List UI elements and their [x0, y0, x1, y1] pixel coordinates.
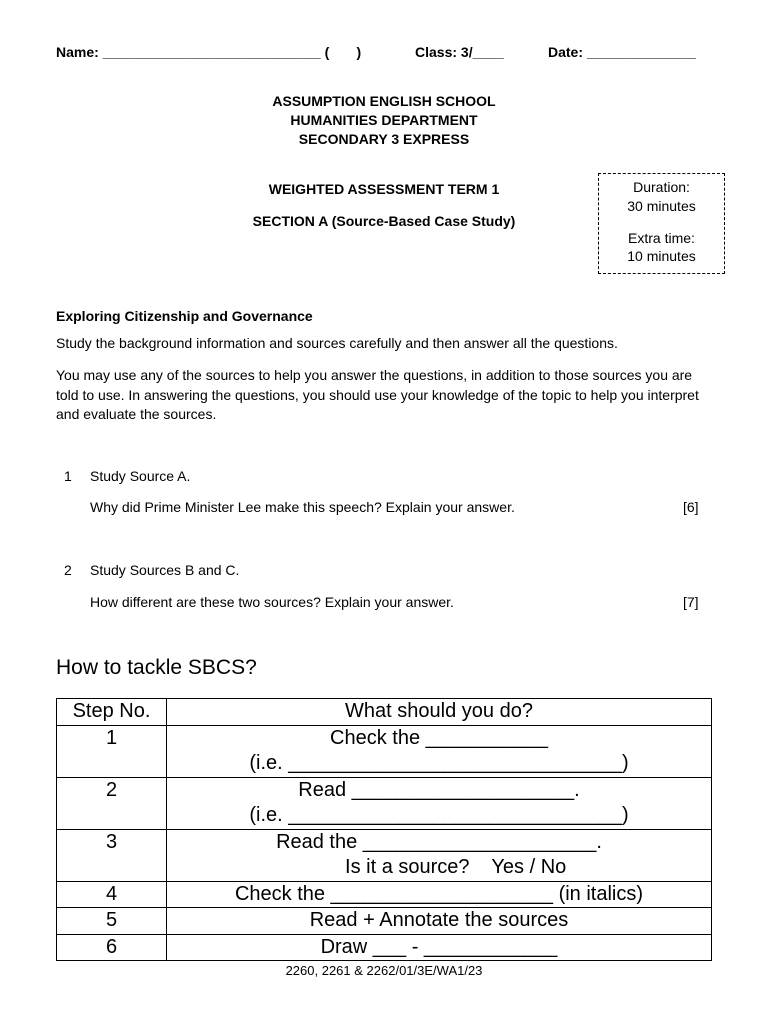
class-field[interactable]: Class: 3/____ — [415, 44, 504, 60]
step-number: 2 — [57, 777, 167, 829]
question-text: How different are these two sources? Explain your answer. — [90, 594, 454, 610]
table-header-row — [57, 699, 712, 726]
date-field[interactable]: Date: ______________ — [548, 44, 696, 60]
department-name: HUMANITIES DEPARTMENT — [290, 112, 478, 128]
step-number: 1 — [57, 725, 167, 777]
column-header-step: Step No. — [57, 699, 167, 726]
assessment-title: WEIGHTED ASSESSMENT TERM 1 — [268, 181, 500, 197]
section-title: SECTION A (Source-Based Case Study) — [252, 213, 516, 229]
step-line: Read ____________________. — [298, 778, 580, 801]
extra-time-value: 10 minutes — [627, 248, 696, 264]
question-number: 2 — [64, 562, 72, 578]
level-name: SECONDARY 3 EXPRESS — [298, 131, 470, 147]
step-line: (i.e. ______________________________) — [249, 752, 629, 774]
duration-value: 30 minutes — [627, 198, 696, 214]
step-number: 6 — [57, 934, 167, 961]
paper-code-footer: 2260, 2261 & 2262/01/3E/WA1/23 — [285, 963, 483, 978]
question-marks: [6] — [683, 499, 699, 515]
question-number: 1 — [64, 468, 72, 484]
step-instruction — [167, 725, 712, 777]
step-number: 4 — [57, 881, 167, 908]
instruction-paragraph: Study the background information and sources carefully and then answer all the questions. — [56, 335, 618, 351]
step-instruction — [167, 829, 712, 881]
step-instruction: Read + Annotate the sources — [167, 908, 712, 935]
step-line: Is it a source? Yes / No — [311, 856, 567, 878]
step-instruction — [167, 777, 712, 829]
sbcs-steps-table — [56, 698, 712, 961]
question-study-line: Study Source A. — [90, 468, 191, 484]
name-field[interactable]: Name: ____________________________ ( ) — [56, 44, 362, 60]
question-study-line: Study Sources B and C. — [90, 562, 240, 578]
column-header-what: What should you do? — [167, 699, 712, 726]
table-row — [57, 934, 712, 961]
table-row — [57, 777, 712, 829]
table-row — [57, 908, 712, 935]
topic-heading: Exploring Citizenship and Governance — [56, 308, 313, 324]
step-line: Check the ___________ — [330, 726, 548, 749]
table-row — [57, 829, 712, 881]
step-instruction: Draw ___ - ____________ — [167, 934, 712, 961]
question-marks: [7] — [683, 594, 699, 610]
instruction-paragraph: You may use any of the sources to help you answer the questions, in addition to those sources you are told to use. In answering the questions, you should use your knowledge of the topic to help you interpret and evaluate the sources. — [56, 367, 699, 422]
duration-box — [598, 173, 725, 274]
duration-label: Duration: — [633, 179, 690, 195]
tackle-title: How to tackle SBCS? — [56, 656, 257, 679]
step-line: (i.e. ______________________________) — [249, 804, 629, 826]
table-row — [57, 725, 712, 777]
school-name: ASSUMPTION ENGLISH SCHOOL — [272, 93, 496, 109]
step-instruction: Check the ____________________ (in italics) — [167, 881, 712, 908]
question-text: Why did Prime Minister Lee make this speech? Explain your answer. — [90, 499, 515, 515]
step-number: 5 — [57, 908, 167, 935]
step-number: 3 — [57, 829, 167, 881]
step-line: Read the _____________________. — [276, 830, 602, 853]
table-row — [57, 881, 712, 908]
extra-time-label: Extra time: — [628, 230, 695, 246]
